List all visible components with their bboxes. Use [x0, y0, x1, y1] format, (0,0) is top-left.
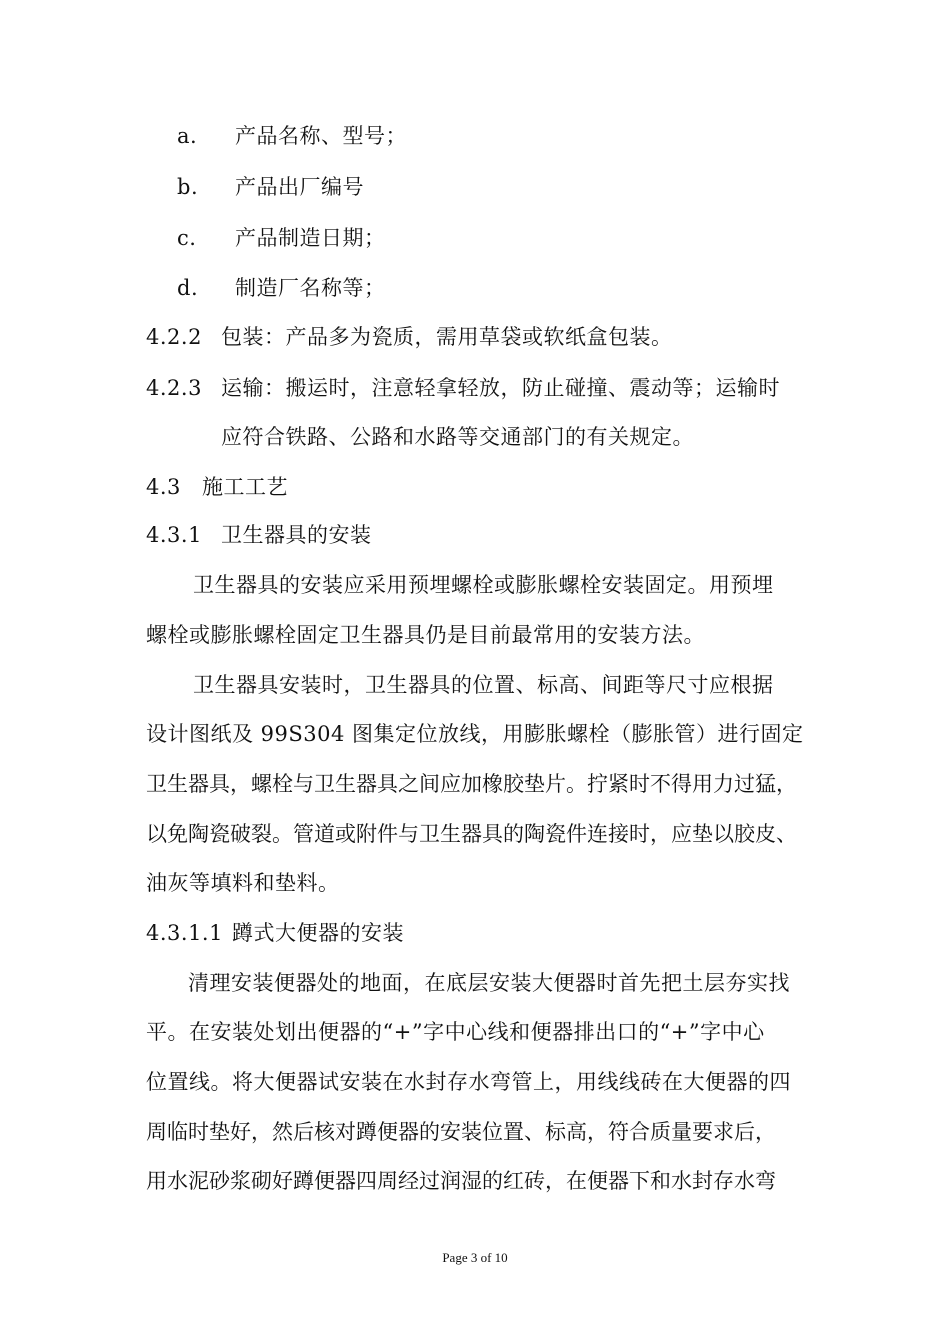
section-number: 4.3.1: [146, 523, 202, 547]
list-text: 产品制造日期；: [235, 226, 386, 250]
section-text: 包装：产品多为瓷质，需用草袋或软纸盒包装。: [221, 325, 673, 349]
paragraph-line: 位置线。将大便器试安装在水封存水弯管上，用线线砖在大便器的四: [146, 1070, 791, 1094]
paragraph-line: 用水泥砂浆砌好蹲便器四周经过润湿的红砖，在便器下和水封存水弯: [146, 1169, 776, 1193]
paragraph-line: 设计图纸及 99S304 图集定位放线，用膨胀螺栓（膨胀管）进行固定: [146, 722, 804, 746]
list-text: 制造厂名称等；: [235, 276, 386, 300]
list-text: 产品出厂编号: [235, 175, 364, 199]
paragraph-line: 螺栓或膨胀螺栓固定卫生器具仍是目前最常用的安装方法。: [146, 623, 705, 647]
paragraph-line: 卫生器具的安装应采用预埋螺栓或膨胀螺栓安装固定。用预埋: [193, 573, 774, 597]
section-heading: 蹲式大便器的安装: [232, 921, 404, 945]
section-number: 4.2.2: [146, 325, 202, 349]
paragraph-line: 平。在安装处划出便器的“+”字中心线和便器排出口的“+”字中心: [146, 1020, 765, 1044]
list-text: 产品名称、型号；: [235, 124, 407, 148]
section-text-continued: 应符合铁路、公路和水路等交通部门的有关规定。: [221, 425, 694, 449]
paragraph-line: 周临时垫好，然后核对蹲便器的安装位置、标高，符合质量要求后，: [146, 1120, 776, 1144]
section-heading: 施工工艺: [202, 475, 288, 499]
section-number: 4.3: [146, 475, 181, 499]
section-heading: 卫生器具的安装: [221, 523, 372, 547]
paragraph-line: 卫生器具，螺栓与卫生器具之间应加橡胶垫片。拧紧时不得用力过猛，: [146, 772, 797, 796]
section-text: 运输：搬运时，注意轻拿轻放，防止碰撞、震动等；运输时: [221, 376, 780, 400]
paragraph-line: 卫生器具安装时，卫生器具的位置、标高、间距等尺寸应根据: [193, 673, 774, 697]
paragraph-line: 油灰等填料和垫料。: [146, 871, 340, 895]
section-number: 4.3.1.1: [146, 921, 223, 945]
list-marker: a.: [177, 124, 198, 148]
list-marker: b.: [177, 175, 199, 199]
list-marker: d.: [177, 276, 199, 300]
section-number: 4.2.3: [146, 376, 202, 400]
paragraph-line: 以免陶瓷破裂。管道或附件与卫生器具的陶瓷件连接时，应垫以胶皮、: [146, 822, 797, 846]
list-marker: c.: [177, 226, 197, 250]
paragraph-line: 清理安装便器处的地面，在底层安装大便器时首先把土层夯实找: [188, 971, 790, 995]
page-footer: Page 3 of 10: [442, 1250, 508, 1265]
